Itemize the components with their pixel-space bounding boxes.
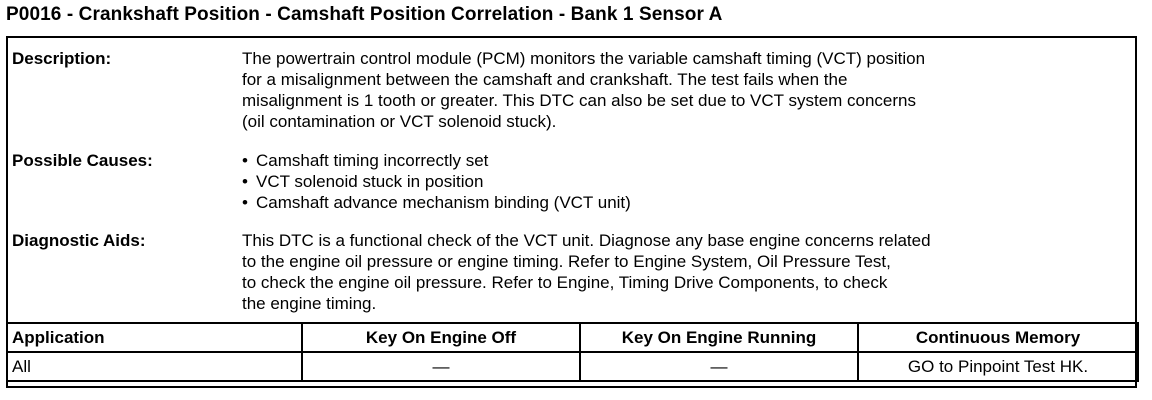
header-continuous-memory: Continuous Memory: [858, 323, 1138, 352]
cell-key-on-engine-running: —: [580, 352, 858, 381]
cause-text: Camshaft timing incorrectly set: [256, 151, 489, 170]
description-line: The powertrain control module (PCM) monitors the variable camshaft timing (VCT) position: [242, 49, 926, 68]
description-line: misalignment is 1 tooth or greater. This DTC can also be set due to VCT system concerns: [242, 91, 917, 110]
possible-causes-list: [242, 150, 1122, 213]
header-key-on-engine-running: Key On Engine Running: [580, 323, 858, 352]
diagnostic-aids-line: This DTC is a functional check of the VCT unit. Diagnose any base engine concerns related: [242, 231, 931, 250]
table-row: [7, 352, 1138, 381]
diagnostic-aids-text: [242, 230, 1122, 314]
header-key-on-engine-off: Key On Engine Off: [302, 323, 580, 352]
diagnostic-aids-line: to the engine oil pressure or engine timing. Refer to Engine System, Oil Pressure Test,: [242, 252, 891, 271]
cell-application: All: [7, 352, 302, 381]
table-header-row: [7, 323, 1138, 352]
dtc-title: P0016 - Crankshaft Position - Camshaft Position Correlation - Bank 1 Sensor A: [6, 4, 723, 25]
cell-continuous-memory: GO to Pinpoint Test HK.: [858, 352, 1138, 381]
possible-causes-label: Possible Causes:: [12, 151, 153, 170]
description-text: [242, 48, 1122, 132]
cause-item: [242, 150, 1122, 171]
cause-item: [242, 192, 1122, 213]
cause-text: VCT solenoid stuck in position: [256, 172, 484, 191]
header-application: Application: [7, 323, 302, 352]
description-line: (oil contamination or VCT solenoid stuck).: [242, 112, 557, 131]
description-label: Description:: [12, 49, 112, 68]
diagnostic-aids-line: the engine timing.: [242, 294, 377, 313]
cell-key-on-engine-off: —: [302, 352, 580, 381]
dtc-info-box: [6, 36, 1137, 388]
application-table: [6, 322, 1139, 382]
diagnostic-aids-line: to check the engine oil pressure. Refer to Engine, Timing Drive Components, to check: [242, 273, 888, 292]
diagnostic-aids-label: Diagnostic Aids:: [12, 231, 146, 250]
description-line: for a misalignment between the camshaft and crankshaft. The test fails when the: [242, 70, 848, 89]
cause-item: [242, 171, 1122, 192]
cause-text: Camshaft advance mechanism binding (VCT unit): [256, 193, 631, 212]
